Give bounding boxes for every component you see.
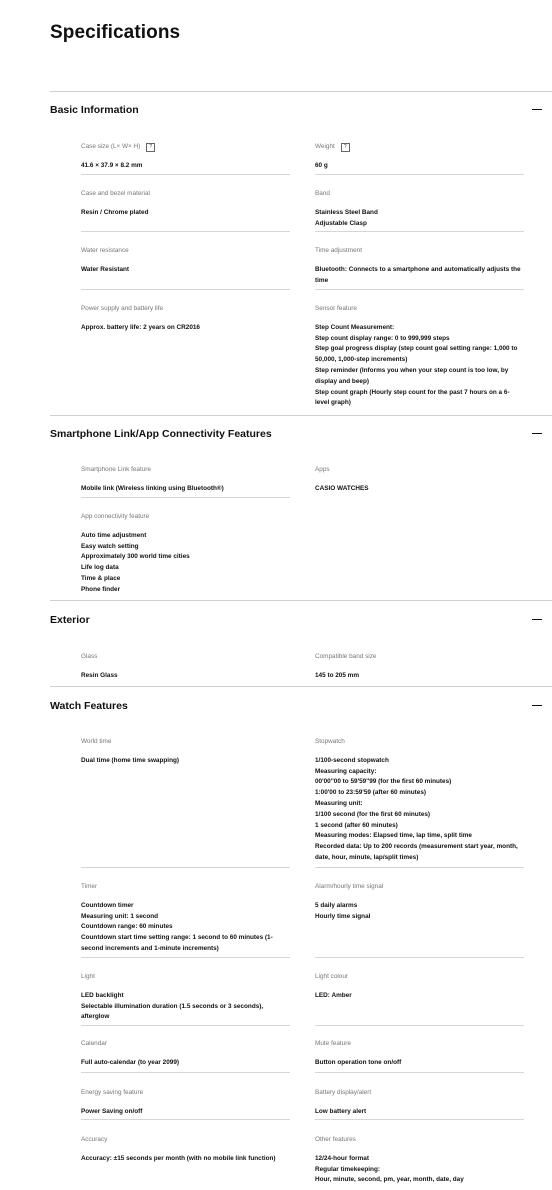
spec-item bbox=[315, 246, 524, 286]
spec-label-text: Compatible band size bbox=[315, 653, 377, 660]
spec-value: Accuracy: ±15 seconds per month (with no mobile link function) bbox=[81, 1154, 276, 1162]
spec-value: Stainless Steel Band Adjustable Clasp bbox=[315, 208, 378, 227]
spec-value: 41.6 × 37.9 × 8.2 mm bbox=[81, 161, 143, 169]
spec-item bbox=[315, 465, 524, 495]
spec-item bbox=[81, 246, 290, 276]
spec-label-text: Light bbox=[81, 973, 95, 980]
spec-label-text: Case and bezel material bbox=[81, 190, 150, 197]
spec-item bbox=[315, 142, 524, 172]
info-icon[interactable]: ? bbox=[146, 143, 155, 152]
spec-value: Dual time (home time swapping) bbox=[81, 756, 180, 764]
spec-value: Step Count Measurement: Step count display range: 0 to 999,999 steps Step goal progress display (step count goal setting range: 1,000 to 50,000, 1,000-step increments) Step reminder (Informs you when your step count is too low, by display and beep) Step count graph (Hourly step count for the past 7 hours on a 6- level graph) bbox=[315, 323, 518, 407]
spec-label bbox=[81, 1039, 290, 1050]
spec-label bbox=[81, 1088, 290, 1099]
spec-value: Resin / Chrome plated bbox=[81, 208, 149, 216]
spec-item bbox=[315, 972, 524, 1002]
spec-label bbox=[81, 652, 290, 663]
spec-value: Low battery alert bbox=[315, 1107, 367, 1115]
spec-label-text: Accuracy bbox=[81, 1136, 108, 1143]
item-divider bbox=[81, 1025, 290, 1026]
spec-label-text: App connectivity feature bbox=[81, 513, 150, 520]
spec-label bbox=[315, 737, 524, 748]
spec-label bbox=[315, 1039, 524, 1050]
spec-item bbox=[81, 652, 290, 682]
spec-value: Bluetooth: Connects to a smartphone and automatically adjusts the time bbox=[315, 265, 521, 284]
spec-item bbox=[81, 972, 290, 1023]
section-title: Watch Features bbox=[50, 700, 128, 712]
spec-label-text: Light colour bbox=[315, 973, 349, 980]
spec-label bbox=[81, 882, 290, 893]
spec-item bbox=[315, 304, 524, 409]
spec-item bbox=[81, 882, 290, 955]
spec-item bbox=[81, 189, 290, 219]
spec-item bbox=[81, 1135, 290, 1165]
spec-value: Resin Glass bbox=[81, 671, 118, 679]
spec-label bbox=[315, 882, 524, 893]
spec-item bbox=[81, 465, 290, 495]
spec-item bbox=[315, 1135, 524, 1186]
spec-label bbox=[315, 652, 524, 663]
spec-label-text: Water resistance bbox=[81, 247, 129, 254]
spec-label-text: Band bbox=[315, 190, 330, 197]
spec-label bbox=[315, 142, 524, 153]
minus-icon[interactable] bbox=[532, 619, 542, 620]
spec-label-text: Stopwatch bbox=[315, 738, 345, 745]
spec-label bbox=[315, 1088, 524, 1099]
section-title: Smartphone Link/App Connectivity Features bbox=[50, 428, 272, 440]
spec-value: CASIO WATCHES bbox=[315, 484, 369, 492]
section-header-basic-information[interactable] bbox=[50, 100, 552, 120]
minus-icon[interactable] bbox=[532, 109, 542, 110]
spec-label bbox=[81, 189, 290, 200]
spec-label bbox=[315, 972, 524, 983]
spec-label bbox=[81, 512, 290, 523]
spec-value: Mobile link (Wireless linking using Bluetooth®) bbox=[81, 484, 224, 492]
spec-label bbox=[81, 465, 290, 476]
spec-item bbox=[81, 737, 290, 767]
spec-item bbox=[81, 1088, 290, 1118]
spec-value: Power Saving on/off bbox=[81, 1107, 143, 1115]
spec-label-text: Sensor feature bbox=[315, 305, 357, 312]
item-divider bbox=[81, 957, 290, 958]
item-divider bbox=[81, 231, 290, 232]
spec-label bbox=[315, 1135, 524, 1146]
spec-item bbox=[315, 1088, 524, 1118]
item-divider bbox=[315, 1072, 524, 1073]
spec-value: Full auto-calendar (to year 2099) bbox=[81, 1058, 180, 1066]
item-divider bbox=[315, 1025, 524, 1026]
spec-item bbox=[81, 1039, 290, 1069]
spec-label bbox=[81, 1135, 290, 1146]
section-divider bbox=[50, 600, 552, 601]
spec-value: 60 g bbox=[315, 161, 328, 169]
spec-label bbox=[81, 972, 290, 983]
spec-label-text: Battery display/alert bbox=[315, 1089, 372, 1096]
spec-label-text: Calendar bbox=[81, 1040, 107, 1047]
spec-label-text: Mute feature bbox=[315, 1040, 351, 1047]
item-divider bbox=[315, 957, 524, 958]
spec-value: Auto time adjustment Easy watch setting Approximately 300 world time cities Life log data Time & place Phone finder bbox=[81, 531, 190, 593]
spec-label bbox=[81, 142, 290, 153]
item-divider bbox=[315, 231, 524, 232]
page-title: Specifications bbox=[50, 22, 181, 43]
section-divider bbox=[50, 91, 552, 92]
spec-item bbox=[315, 737, 524, 864]
item-divider bbox=[315, 1119, 524, 1120]
spec-item bbox=[81, 512, 290, 596]
spec-label-text: Apps bbox=[315, 466, 330, 473]
spec-item bbox=[81, 142, 290, 172]
section-title: Basic Information bbox=[50, 104, 139, 116]
spec-item bbox=[315, 1039, 524, 1069]
section-title: Exterior bbox=[50, 614, 90, 626]
spec-value: Water Resistant bbox=[81, 265, 130, 273]
spec-label-text: Energy saving feature bbox=[81, 1089, 144, 1096]
spec-label bbox=[315, 304, 524, 315]
spec-item bbox=[81, 304, 290, 334]
spec-label bbox=[315, 189, 524, 200]
section-header-smartphone-link-app-connectivity-features[interactable] bbox=[50, 424, 552, 444]
spec-label-text: Time adjustment bbox=[315, 247, 362, 254]
item-divider bbox=[81, 497, 290, 498]
minus-icon[interactable] bbox=[532, 705, 542, 706]
spec-value: 12/24-hour format Regular timekeeping: Hour, minute, second, pm, year, month, date, day bbox=[315, 1154, 464, 1184]
spec-label bbox=[315, 246, 524, 257]
section-header-watch-features[interactable] bbox=[50, 696, 552, 716]
spec-item bbox=[315, 189, 524, 229]
item-divider bbox=[315, 174, 524, 175]
info-icon[interactable]: ? bbox=[341, 143, 350, 152]
spec-item bbox=[315, 652, 524, 682]
spec-value: 145 to 205 mm bbox=[315, 671, 360, 679]
spec-value: 5 daily alarms Hourly time signal bbox=[315, 901, 371, 920]
spec-label-text: Weight bbox=[315, 143, 335, 150]
spec-label-text: Other features bbox=[315, 1136, 356, 1143]
spec-value: LED backlight Selectable illumination duration (1.5 seconds or 3 seconds), afterglow bbox=[81, 991, 264, 1021]
item-divider bbox=[81, 289, 290, 290]
spec-label bbox=[81, 304, 290, 315]
spec-label-text: Smartphone Link feature bbox=[81, 466, 151, 473]
item-divider bbox=[81, 174, 290, 175]
item-divider bbox=[315, 867, 524, 868]
item-divider bbox=[81, 1119, 290, 1120]
section-header-exterior[interactable] bbox=[50, 610, 552, 630]
minus-icon[interactable] bbox=[532, 433, 542, 434]
spec-value: Button operation tone on/off bbox=[315, 1058, 402, 1066]
spec-value: Countdown timer Measuring unit: 1 second Countdown range: 60 minutes Countdown start time setting range: 1 second to 60 minutes (1- second increments and 1-minute increments) bbox=[81, 901, 273, 952]
item-divider bbox=[81, 867, 290, 868]
spec-label-text: Power supply and battery life bbox=[81, 305, 164, 312]
spec-label-text: Timer bbox=[81, 883, 98, 890]
spec-value: 1/100-second stopwatch Measuring capacity: 00'00''00 to 59'59''99 (for the first 60 minutes) 1:00'00 to 23:59'59 (after 60 minutes) Measuring unit: 1/100 second (for the first 60 minutes) 1 second (after 60 minutes) Measuring modes: Elapsed time, lap time, split time Recorded data: Up to 200 records (measurement start year, month, date, hour, minute, lap/split times) bbox=[315, 756, 518, 861]
spec-label bbox=[81, 737, 290, 748]
spec-item bbox=[315, 882, 524, 922]
spec-value: Approx. battery life: 2 years on CR2016 bbox=[81, 323, 200, 331]
section-divider bbox=[50, 686, 552, 687]
section-divider bbox=[50, 415, 552, 416]
item-divider bbox=[81, 1072, 290, 1073]
spec-label-text: Case size (L× W× H) bbox=[81, 143, 141, 150]
spec-label bbox=[81, 246, 290, 257]
spec-label-text: Alarm/hourly time signal bbox=[315, 883, 384, 890]
spec-label bbox=[315, 465, 524, 476]
spec-value: LED: Amber bbox=[315, 991, 352, 999]
item-divider bbox=[315, 289, 524, 290]
spec-label-text: World time bbox=[81, 738, 112, 745]
spec-label-text: Glass bbox=[81, 653, 98, 660]
